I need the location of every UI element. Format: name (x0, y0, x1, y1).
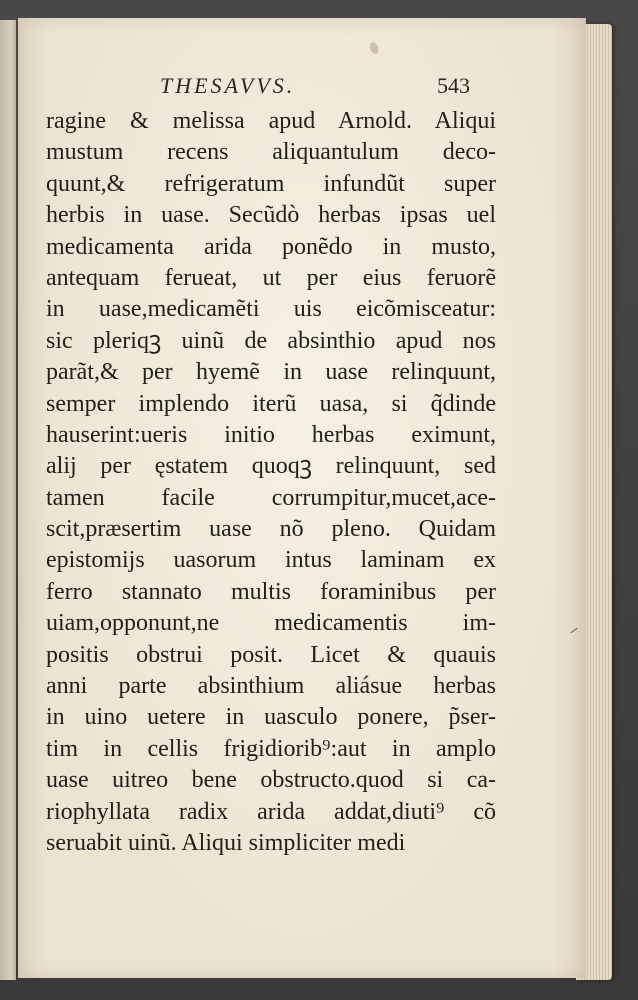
text-line-1: ragine & melissa apud Arnold. Aliqui (46, 108, 496, 134)
text-line-21: tim in cellis frigidiorib⁹:aut in amplo (46, 735, 496, 762)
text-line-23: riophyllata radix arida addat,diuti⁹ cõ (46, 798, 496, 825)
text-line-17: uiam,opponunt,ne medicamentis im- (46, 610, 496, 637)
body-text (46, 106, 496, 859)
text-line-11: hauserint:ueris initio herbas eximunt, (46, 421, 496, 448)
text-line-20: in uino uetere in uasculo ponere, p̃ser- (46, 704, 496, 731)
text-line-16: ferro stannato multis foraminibus per (46, 578, 496, 605)
text-line-6: antequam ferueat, ut per eius feruorẽ (46, 264, 496, 291)
text-line-14: scit,præsertim uase nõ pleno. Quidam (46, 516, 496, 543)
ink-stain (368, 41, 380, 55)
running-title: THESAVVS. (160, 73, 296, 98)
running-head (160, 73, 470, 101)
text-line-7: in uase,medicamẽti uis eicõmisceatur: (46, 296, 496, 323)
text-line-3: quunt,& refrigeratum infundũt super (46, 170, 496, 197)
text-line-12: alij per ęstatem quoqꝫ relinquunt, sed (46, 453, 496, 480)
text-line-24: seruabit uinũ. Aliqui simpliciter medi (46, 829, 406, 856)
page-number: 543 (437, 73, 470, 98)
text-line-9: parãt,& per hyemẽ in uase relinquunt, (46, 359, 496, 386)
left-page-edge (0, 20, 16, 980)
margin-pen-mark (570, 628, 577, 633)
book-page (18, 18, 586, 978)
text-line-13: tamen facile corrumpitur,mucet,ace- (46, 484, 496, 511)
text-line-22: uase uitreo bene obstructo.quod si ca- (46, 767, 496, 794)
text-line-10: semper implendo iterũ uasa, si q̃dinde (46, 390, 496, 417)
text-line-18: positis obstrui posit. Licet & quauis (46, 641, 496, 668)
text-line-8: sic pleriqꝫ uinũ de absinthio apud nos (46, 327, 496, 354)
text-line-4: herbis in uase. Secũdò herbas ipsas uel (46, 202, 496, 229)
text-line-5: medicamenta arida ponẽdo in musto, (46, 233, 496, 260)
text-line-19: anni parte absinthium aliásue herbas (46, 673, 496, 700)
text-line-15: epistomijs uasorum intus laminam ex (46, 547, 496, 574)
text-line-2: mustum recens aliquantulum deco- (46, 139, 496, 166)
